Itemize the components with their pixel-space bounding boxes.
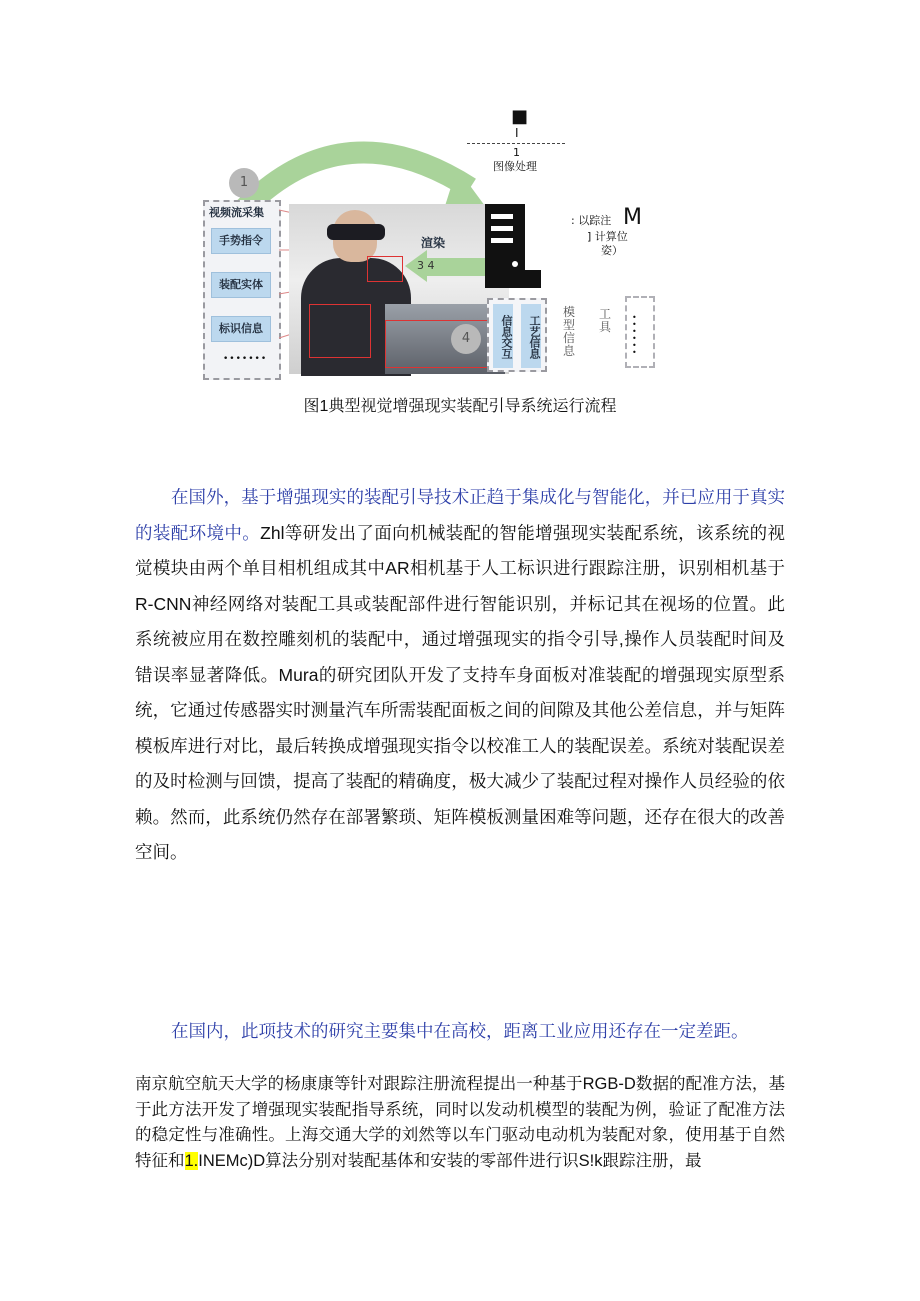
gesture-command-box: 手势指令 xyxy=(211,228,271,254)
step-circle-1: 1 xyxy=(229,168,259,198)
assembly-entity-box: 装配实体 xyxy=(211,272,271,298)
paragraph-domestic-research xyxy=(135,1072,785,1174)
top-bar-mark: I xyxy=(515,126,519,140)
tracking-text-line1: : 以踪注 xyxy=(571,214,612,227)
left-more-dots: ••••••• xyxy=(223,354,268,364)
figure-caption: 图1典型视觉增强现实装配引导系统运行流程 xyxy=(303,398,617,415)
detection-box xyxy=(385,320,497,368)
info-interaction-box: 信息交互 xyxy=(493,304,513,368)
video-capture-title: 视频流采集 xyxy=(209,206,264,219)
figure-diagram xyxy=(195,108,665,378)
tracking-big-letter: M xyxy=(623,205,642,230)
highlighted-text: 1. xyxy=(184,1151,199,1170)
top-square-mark: ■ xyxy=(511,106,529,127)
server-icon xyxy=(485,204,541,288)
domestic-text-after: INEMc)D算法分别对装配基体和安装的零部件进行识S!k跟踪注册，最 xyxy=(198,1151,702,1170)
domestic-text-before: 南京航空航天大学的杨康康等针对跟踪注册流程提出一种基于RGB-D数据的配准方法，基于此方法开发了增强现实装配指导系统，同时以发动机模型的装配为例，验证了配准方法的稳定性与准确性。上海交通大学的刘然等以车门驱动电动机为装配对象，使用基于自然特征和 xyxy=(135,1075,785,1170)
detection-box xyxy=(309,304,371,358)
image-processing-label: 图像处理 xyxy=(493,160,537,173)
tracking-text-line3: 姿） xyxy=(601,244,623,257)
paragraph-lead-blue: 在国外，基于增强现实的装配引导技术正趋于集成化与智能化，并已应用于真实的装配环境中。 xyxy=(135,487,785,543)
paragraph-foreign-research xyxy=(135,480,785,871)
ar-headset-icon xyxy=(327,224,385,240)
tracking-text-line2: ] 计算位 xyxy=(587,230,628,243)
right-dots: •••••• xyxy=(632,313,637,357)
process-info-box: 工艺信息 xyxy=(521,304,541,368)
paragraph-domestic-intro xyxy=(135,1014,785,1050)
marker-info-box: 标识信息 xyxy=(211,316,271,342)
detection-box xyxy=(367,256,403,282)
right-dashed-panel xyxy=(625,296,655,368)
render-step-numbers: 3 4 xyxy=(417,259,435,272)
step-circle-4: 4 xyxy=(451,324,481,354)
render-label: 渲染 xyxy=(421,236,446,250)
domestic-intro-text: 在国内，此项技术的研究主要集中在高校，距离工业应用还存在一定差距。 xyxy=(171,1021,749,1041)
model-info-label: 模型信息 xyxy=(563,305,576,358)
tool-label: 工具 xyxy=(599,307,612,334)
top-dashed-line xyxy=(467,143,565,144)
left-input-panel xyxy=(203,200,281,380)
paragraph-body: Zhl等研发出了面向机械装配的智能增强现实装配系统，该系统的视觉模块由两个单目相机组成其中AR相机基于人工标识进行跟踪注册，识别相机基于R-CNN神经网络对装配工具或装配部件进行智能识别，并标记其在视场的位置。此系统被应用在数控雕刻机的装配中，通过增强现实的指令引导,操作人员装配时间及错误率显著降低。Mura的研究团队开发了支持车身面板对准装配的增强现实原型系统，它通过传感器实时测量汽车所需装配面板之间的间隙及其他公差信息，并与矩阵模板库进行对比，最后转换成增强现实指令以校准工人的装配误差。系统对装配误差的及时检测与回馈，提高了装配的精确度，极大减少了装配过程对操作人员经验的依赖。然而，此系统仍然存在部署繁琐、矩阵模板测量困难等问题，还存在很大的改善空间。 xyxy=(135,522,785,862)
top-number: 1 xyxy=(513,146,520,159)
